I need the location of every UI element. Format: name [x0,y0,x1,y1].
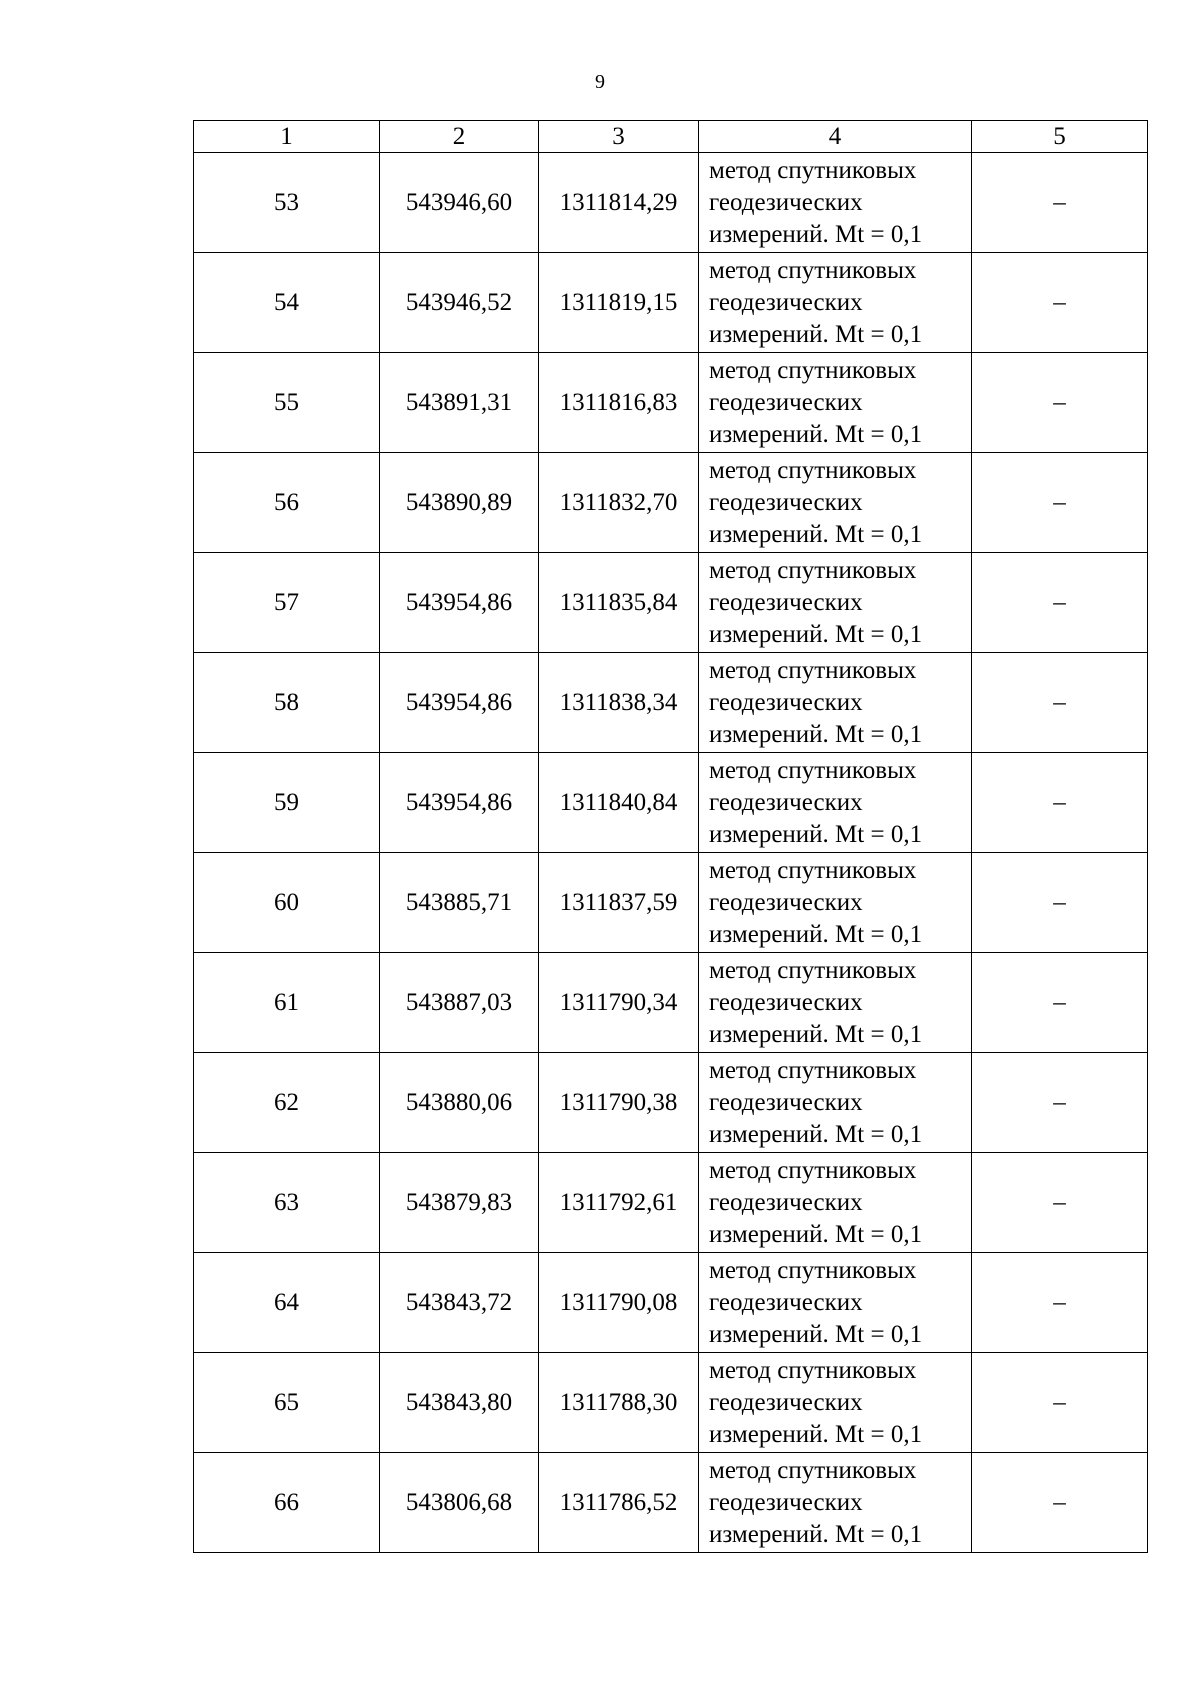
y-coordinate-cell: 1311837,59 [539,853,699,953]
method-cell [699,1353,972,1453]
x-coordinate-cell: 543885,71 [380,853,539,953]
note-cell: – [972,353,1148,453]
point-number-cell: 62 [194,1053,380,1153]
x-coordinate-cell: 543843,80 [380,1353,539,1453]
y-coordinate-cell: 1311790,08 [539,1253,699,1353]
method-cell [699,853,972,953]
method-cell [699,953,972,1053]
y-coordinate-cell: 1311788,30 [539,1353,699,1453]
method-cell [699,453,972,553]
method-line-1: метод спутниковых [709,356,917,384]
method-line-3: измерений. Mt = 0,1 [709,520,923,548]
table-row [194,353,1148,453]
method-line-2: геодезических [709,688,863,716]
table-row [194,1153,1148,1253]
note-cell: – [972,653,1148,753]
table-row [194,953,1148,1053]
method-line-2: геодезических [709,1088,863,1116]
note-cell: – [972,253,1148,353]
method-line-3: измерений. Mt = 0,1 [709,1420,923,1448]
point-number-cell: 59 [194,753,380,853]
method-line-1: метод спутниковых [709,856,917,884]
method-cell [699,653,972,753]
table-header [194,121,1148,153]
header-cell-1: 1 [194,121,380,153]
y-coordinate-cell: 1311814,29 [539,153,699,253]
header-cell-5: 5 [972,121,1148,153]
method-line-2: геодезических [709,1288,863,1316]
note-cell: – [972,753,1148,853]
x-coordinate-cell: 543890,89 [380,453,539,553]
point-number-cell: 63 [194,1153,380,1253]
method-line-2: геодезических [709,1388,863,1416]
method-cell [699,1253,972,1353]
y-coordinate-cell: 1311840,84 [539,753,699,853]
method-line-1: метод спутниковых [709,656,917,684]
method-line-1: метод спутниковых [709,756,917,784]
method-line-2: геодезических [709,1188,863,1216]
method-line-1: метод спутниковых [709,556,917,584]
method-cell [699,553,972,653]
method-cell [699,1453,972,1553]
method-line-3: измерений. Mt = 0,1 [709,820,923,848]
x-coordinate-cell: 543879,83 [380,1153,539,1253]
x-coordinate-cell: 543887,03 [380,953,539,1053]
method-line-3: измерений. Mt = 0,1 [709,420,923,448]
table-row [194,253,1148,353]
method-line-3: измерений. Mt = 0,1 [709,320,923,348]
method-line-2: геодезических [709,888,863,916]
y-coordinate-cell: 1311838,34 [539,653,699,753]
method-line-3: измерений. Mt = 0,1 [709,1520,923,1548]
x-coordinate-cell: 543891,31 [380,353,539,453]
point-number-cell: 66 [194,1453,380,1553]
method-line-1: метод спутниковых [709,456,917,484]
table-row [194,1053,1148,1153]
method-cell [699,353,972,453]
method-line-3: измерений. Mt = 0,1 [709,1320,923,1348]
method-line-3: измерений. Mt = 0,1 [709,720,923,748]
table-row [194,753,1148,853]
method-cell [699,1153,972,1253]
note-cell: – [972,1053,1148,1153]
y-coordinate-cell: 1311835,84 [539,553,699,653]
method-cell [699,153,972,253]
x-coordinate-cell: 543954,86 [380,653,539,753]
y-coordinate-cell: 1311792,61 [539,1153,699,1253]
x-coordinate-cell: 543843,72 [380,1253,539,1353]
note-cell: – [972,1153,1148,1253]
note-cell: – [972,153,1148,253]
method-line-1: метод спутниковых [709,156,917,184]
point-number-cell: 56 [194,453,380,553]
method-line-3: измерений. Mt = 0,1 [709,220,923,248]
method-line-2: геодезических [709,1488,863,1516]
method-line-1: метод спутниковых [709,256,917,284]
method-line-2: геодезических [709,988,863,1016]
x-coordinate-cell: 543954,86 [380,553,539,653]
method-line-3: измерений. Mt = 0,1 [709,1220,923,1248]
method-line-3: измерений. Mt = 0,1 [709,1120,923,1148]
method-cell [699,753,972,853]
method-line-1: метод спутниковых [709,1056,917,1084]
method-line-2: геодезических [709,388,863,416]
method-line-2: геодезических [709,288,863,316]
y-coordinate-cell: 1311790,34 [539,953,699,1053]
note-cell: – [972,1453,1148,1553]
method-line-1: метод спутниковых [709,956,917,984]
point-number-cell: 57 [194,553,380,653]
x-coordinate-cell: 543880,06 [380,1053,539,1153]
method-line-2: геодезических [709,788,863,816]
point-number-cell: 65 [194,1353,380,1453]
point-number-cell: 54 [194,253,380,353]
method-cell [699,1053,972,1153]
table-row [194,653,1148,753]
method-line-2: геодезических [709,588,863,616]
y-coordinate-cell: 1311816,83 [539,353,699,453]
method-line-3: измерений. Mt = 0,1 [709,620,923,648]
y-coordinate-cell: 1311819,15 [539,253,699,353]
coordinates-table [193,120,1148,1553]
note-cell: – [972,953,1148,1053]
method-line-1: метод спутниковых [709,1256,917,1284]
method-line-1: метод спутниковых [709,1456,917,1484]
header-cell-2: 2 [380,121,539,153]
point-number-cell: 53 [194,153,380,253]
table-row [194,1253,1148,1353]
point-number-cell: 60 [194,853,380,953]
note-cell: – [972,553,1148,653]
note-cell: – [972,1253,1148,1353]
table-row [194,553,1148,653]
point-number-cell: 64 [194,1253,380,1353]
x-coordinate-cell: 543806,68 [380,1453,539,1553]
point-number-cell: 55 [194,353,380,453]
x-coordinate-cell: 543954,86 [380,753,539,853]
note-cell: – [972,853,1148,953]
table-body [194,153,1148,1553]
header-row [194,121,1148,153]
y-coordinate-cell: 1311790,38 [539,1053,699,1153]
table-row [194,853,1148,953]
header-cell-4: 4 [699,121,972,153]
method-line-1: метод спутниковых [709,1356,917,1384]
method-line-2: геодезических [709,188,863,216]
table-row [194,153,1148,253]
method-cell [699,253,972,353]
x-coordinate-cell: 543946,52 [380,253,539,353]
point-number-cell: 58 [194,653,380,753]
table-row [194,1353,1148,1453]
method-line-2: геодезических [709,488,863,516]
y-coordinate-cell: 1311786,52 [539,1453,699,1553]
x-coordinate-cell: 543946,60 [380,153,539,253]
method-line-3: измерений. Mt = 0,1 [709,920,923,948]
method-line-1: метод спутниковых [709,1156,917,1184]
y-coordinate-cell: 1311832,70 [539,453,699,553]
table-row [194,453,1148,553]
table-row [194,1453,1148,1553]
note-cell: – [972,453,1148,553]
method-line-3: измерений. Mt = 0,1 [709,1020,923,1048]
header-cell-3: 3 [539,121,699,153]
page-number: 9 [595,71,605,93]
point-number-cell: 61 [194,953,380,1053]
note-cell: – [972,1353,1148,1453]
